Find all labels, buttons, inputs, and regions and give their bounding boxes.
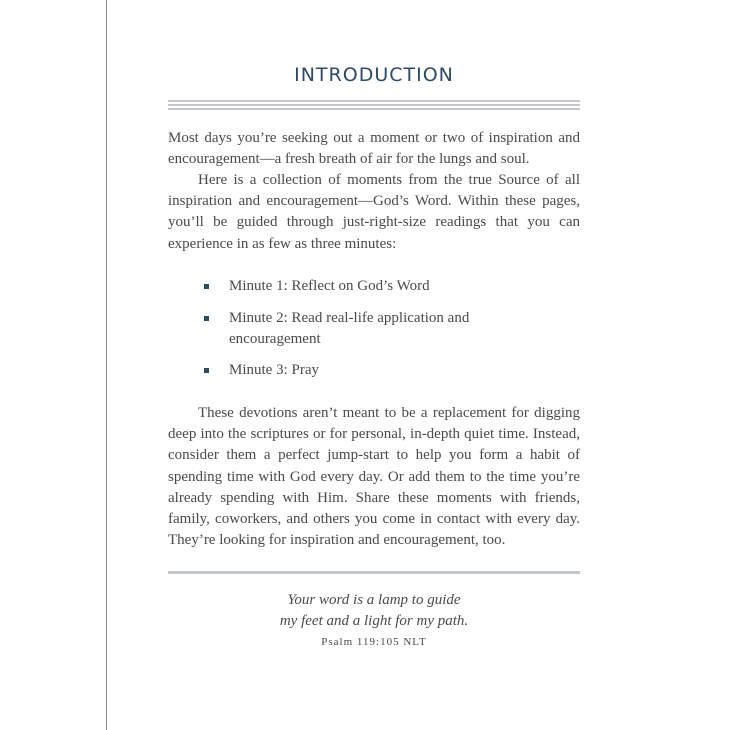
- scripture-reference: Psalm 119:105 NLT: [321, 636, 427, 648]
- page-edge: [106, 0, 107, 730]
- verse-line: my feet and a light for my path.: [279, 613, 469, 629]
- list-item-text: Minute 1: Reflect on God’s Word: [229, 278, 430, 294]
- verse-line: Your word is a lamp to guide: [287, 592, 461, 608]
- paragraph-text: Most days you’re seeking out a moment or two of inspiration and encouragement—a fresh breath of air for the lungs and soul.: [168, 130, 580, 168]
- paragraph-text: Here is a collection of moments from the true Source of all inspiration and encouragement—God’s Word. Within these pages, you’ll be guided through just-right-size readings that you can experience in as few as three minutes:: [168, 172, 580, 252]
- rule-line: [168, 100, 580, 102]
- list-item: [204, 276, 430, 297]
- square-bullet-icon: [204, 316, 209, 321]
- rule-line: [168, 108, 580, 110]
- verse-divider: [168, 571, 580, 574]
- square-bullet-icon: [204, 284, 209, 289]
- intro-paragraph-1: [168, 128, 580, 170]
- scripture-quote: [168, 590, 580, 632]
- intro-paragraph-3: [168, 403, 580, 551]
- title-rule: [168, 100, 580, 112]
- list-item: [204, 360, 319, 381]
- square-bullet-icon: [204, 368, 209, 373]
- list-item: [204, 308, 489, 350]
- intro-paragraph-2: [168, 170, 580, 255]
- rule-line: [168, 104, 580, 106]
- list-item-text: Minute 2: Read real-life application and encouragement: [229, 310, 470, 348]
- paragraph-text: These devotions aren’t meant to be a replacement for digging deep into the scriptures or for personal, in-depth quiet time. Instead, consider them a perfect jump-start to help you form a habit of spending time with God every day. Or add them to the time you’re already spending with Him. Share these moments with friends, family, coworkers, and others you come in contact with every day. They’re looking for inspiration and encouragement, too.: [168, 405, 580, 549]
- page-title: INTRODUCTION: [294, 64, 454, 86]
- list-item-text: Minute 3: Pray: [229, 362, 319, 378]
